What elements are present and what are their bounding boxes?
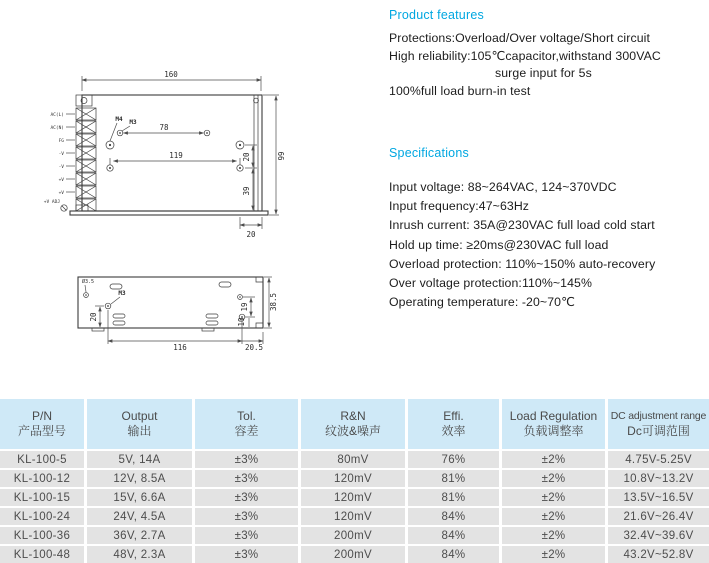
spec-line: Over voltage protection:110%~145% (389, 276, 593, 291)
m3-label-bottom: M3 (118, 290, 126, 297)
spec-table (0, 399, 709, 563)
spec-line: Input voltage: 88~264VAC, 124~370VDC (389, 180, 617, 194)
table-cell: ±3% (195, 546, 298, 563)
table-cell: ±2% (502, 527, 605, 544)
table-cell: 43.2V~52.8V (608, 546, 709, 563)
table-cell: KL-100-5 (0, 451, 84, 468)
dim-78-label: 78 (159, 123, 169, 132)
feature-line: surge input for 5s (495, 66, 592, 80)
bottom-view-drawing (78, 277, 278, 352)
product-features-section (389, 8, 704, 100)
col-header-tolerance: Tol. 容差 (195, 399, 298, 449)
terminal-label: -V (58, 152, 64, 157)
table-cell: KL-100-24 (0, 508, 84, 525)
col-header-load-regulation: Load Regulation 负载调整率 (502, 399, 605, 449)
table-cell: KL-100-48 (0, 546, 84, 563)
spec-line: Input frequency:47~63Hz (389, 199, 530, 214)
dim-height-label: 99 (277, 151, 286, 161)
terminal-label: AC(N) (50, 126, 64, 131)
table-cell: 84% (408, 546, 499, 563)
table-cell: 5V, 14A (87, 451, 192, 468)
table-cell: 15V, 6.6A (87, 489, 192, 506)
table-cell: ±3% (195, 470, 298, 487)
hole-diameter-label: Ø3.5 (82, 279, 95, 285)
table-cell: ±3% (195, 508, 298, 525)
terminal-label: +V ADJ (43, 200, 60, 205)
terminal-label: AC(L) (50, 113, 64, 118)
table-cell: KL-100-12 (0, 470, 84, 487)
dim-width-label: 160 (164, 70, 178, 79)
col-header-output: Output 输出 (87, 399, 192, 449)
table-cell: 13.5V~16.5V (608, 489, 709, 506)
specifications-section (389, 146, 704, 312)
table-cell: 200mV (301, 546, 405, 563)
spec-line: Overload protection: 110%~150% auto-recovery (389, 256, 656, 271)
table-cell: 120mV (301, 489, 405, 506)
dim-116-label: 116 (173, 343, 187, 352)
dim-20-5-label: 20.5 (244, 343, 264, 352)
dim-20-bottom-label: 20 (246, 230, 256, 239)
table-cell: 32.4V~39.6V (608, 527, 709, 544)
table-cell: 200mV (301, 527, 405, 544)
col-header-ripple-noise: R&N 纹波&噪声 (301, 399, 405, 449)
table-cell: KL-100-36 (0, 527, 84, 544)
terminal-block (58, 108, 96, 211)
feature-line: 100%full load burn-in test (389, 83, 531, 98)
specifications-title: Specifications (389, 146, 469, 160)
table-cell: 80mV (301, 451, 405, 468)
feature-line: High reliability:105℃capacitor,withstand 300VAC (389, 48, 661, 63)
table-cell: ±2% (502, 546, 605, 563)
dim-19-label: 19 (240, 302, 249, 312)
col-header-dc-adjust-range: DC adjustment range Dc可调范围 (608, 399, 709, 449)
table-cell: 12V, 8.5A (87, 470, 192, 487)
table-cell: ±3% (195, 489, 298, 506)
table-cell: 36V, 2.7A (87, 527, 192, 544)
table-cell: 120mV (301, 470, 405, 487)
table-cell: 76% (408, 451, 499, 468)
dim-119-label: 119 (169, 151, 183, 160)
dim-38-5-label: 38.5 (269, 292, 278, 312)
table-cell: ±3% (195, 527, 298, 544)
m3-label: M3 (129, 119, 137, 126)
table-cell: 21.6V~26.4V (608, 508, 709, 525)
table-cell: 81% (408, 470, 499, 487)
table-cell: ±2% (502, 508, 605, 525)
table-cell: 4.75V-5.25V (608, 451, 709, 468)
dim-39-label: 39 (242, 186, 251, 196)
table-cell: ±2% (502, 489, 605, 506)
dim-20-label: 20 (89, 312, 98, 322)
terminal-label: +V (58, 178, 64, 183)
terminal-label: FG (58, 139, 64, 144)
terminal-label: -V (58, 165, 64, 170)
table-cell: 84% (408, 508, 499, 525)
feature-line: Protections:Overload/Over voltage/Short circuit (389, 31, 650, 45)
terminal-labels (44, 112, 75, 205)
spec-line: Hold up time: ≥20ms@230VAC full load (389, 237, 609, 252)
terminal-label: +V (58, 191, 64, 196)
table-cell: KL-100-15 (0, 489, 84, 506)
table-cell: 84% (408, 527, 499, 544)
dim-20-right-label: 20 (242, 152, 251, 162)
spec-line: Operating temperature: -20~70℃ (389, 295, 575, 310)
table-cell: ±3% (195, 451, 298, 468)
m4-label: M4 (115, 116, 123, 123)
mechanical-drawing (40, 60, 300, 360)
col-header-pn: P/N 产品型号 (0, 399, 84, 449)
table-cell: 120mV (301, 508, 405, 525)
dim-10-label: 10 (237, 317, 246, 327)
col-header-efficiency: Effi. 效率 (408, 399, 499, 449)
features-title: Product features (389, 8, 484, 22)
table-cell: ±2% (502, 451, 605, 468)
table-cell: 10.8V~13.2V (608, 470, 709, 487)
table-cell: 48V, 2.3A (87, 546, 192, 563)
table-cell: 24V, 4.5A (87, 508, 192, 525)
spec-line: Inrush current: 35A@230VAC full load cold start (389, 218, 655, 233)
table-cell: 81% (408, 489, 499, 506)
table-cell: ±2% (502, 470, 605, 487)
top-view-drawing (44, 70, 286, 239)
